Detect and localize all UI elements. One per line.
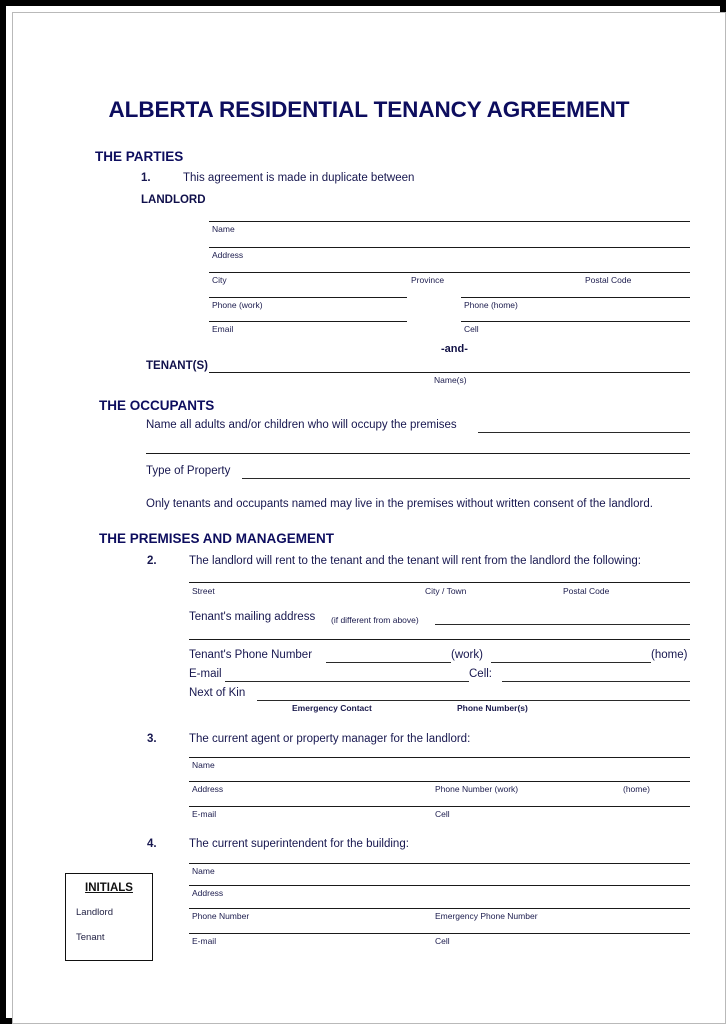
superintendent-cell-caption: Cell bbox=[435, 936, 450, 946]
initials-landlord-label[interactable]: Landlord bbox=[76, 907, 113, 918]
landlord-phone-home-rule[interactable] bbox=[461, 297, 690, 298]
item-number-1: 1. bbox=[141, 172, 151, 184]
landlord-phone-home-caption: Phone (home) bbox=[464, 300, 518, 310]
agent-name-caption: Name bbox=[192, 760, 215, 770]
agent-address-rule[interactable] bbox=[189, 781, 690, 782]
next-of-kin-rule[interactable] bbox=[257, 700, 690, 701]
item-number-4: 4. bbox=[147, 838, 157, 850]
section-heading-the-occupants: THE OCCUPANTS bbox=[99, 398, 215, 413]
occupants-names-label: Name all adults and/or children who will occupy the premises bbox=[146, 419, 457, 431]
agent-address-caption: Address bbox=[192, 784, 224, 794]
tenant-mailing-address-note: (if different from above) bbox=[331, 615, 419, 625]
tenant-phone-home-label: (home) bbox=[651, 649, 688, 661]
page-title: ALBERTA RESIDENTIAL TENANCY AGREEMENT bbox=[108, 97, 630, 122]
superintendent-address-rule[interactable] bbox=[189, 885, 690, 886]
landlord-phone-work-rule[interactable] bbox=[209, 297, 407, 298]
landlord-name-caption: Name bbox=[212, 224, 235, 234]
tenant-mailing-address-rule[interactable] bbox=[435, 624, 690, 625]
superintendent-name-caption: Name bbox=[192, 866, 215, 876]
agent-phone-home-caption: (home) bbox=[623, 784, 650, 794]
section-heading-the-parties: THE PARTIES bbox=[95, 149, 184, 164]
superintendent-emergency-phone-caption: Emergency Phone Number bbox=[435, 911, 538, 921]
tenant-names-rule[interactable] bbox=[209, 372, 690, 373]
phone-numbers-caption: Phone Number(s) bbox=[457, 703, 528, 713]
superintendent-address-caption: Address bbox=[192, 888, 224, 898]
landlord-address-rule[interactable] bbox=[209, 247, 690, 248]
occupants-names-rule-2[interactable] bbox=[146, 453, 690, 454]
property-type-rule[interactable] bbox=[242, 478, 690, 479]
landlord-cell-rule[interactable] bbox=[461, 321, 690, 322]
premises-postal-code-caption: Postal Code bbox=[563, 586, 610, 596]
superintendent-email-rule[interactable] bbox=[189, 933, 690, 934]
item-4-text: The current superintendent for the building: bbox=[189, 838, 409, 850]
tenant-mailing-address-label: Tenant's mailing address bbox=[189, 611, 316, 623]
emergency-contact-caption: Emergency Contact bbox=[292, 703, 372, 713]
superintendent-phone-rule[interactable] bbox=[189, 908, 690, 909]
item-number-3: 3. bbox=[147, 733, 157, 745]
occupants-names-rule-1[interactable] bbox=[478, 432, 690, 433]
tenant-cell-label: Cell: bbox=[469, 668, 493, 680]
tenant-phone-home-rule[interactable] bbox=[491, 662, 651, 663]
premises-street-rule[interactable] bbox=[189, 582, 690, 583]
superintendent-email-caption: E-mail bbox=[192, 936, 217, 946]
initials-tenant-label[interactable]: Tenant bbox=[76, 932, 105, 943]
tenant-phone-number-label: Tenant's Phone Number bbox=[189, 649, 313, 661]
document-page bbox=[12, 12, 726, 1024]
landlord-address-caption: Address bbox=[212, 250, 244, 260]
tenant-email-label: E-mail bbox=[189, 668, 222, 680]
item-number-2: 2. bbox=[147, 555, 157, 567]
agent-cell-caption: Cell bbox=[435, 809, 450, 819]
landlord-name-rule[interactable] bbox=[209, 221, 690, 222]
landlord-email-rule[interactable] bbox=[209, 321, 407, 322]
superintendent-phone-caption: Phone Number bbox=[192, 911, 250, 921]
landlord-city-caption: City bbox=[212, 275, 227, 285]
tenant-phone-work-label: (work) bbox=[451, 649, 483, 661]
agent-phone-work-caption: Phone Number (work) bbox=[435, 784, 519, 794]
tenant-phone-work-rule[interactable] bbox=[326, 662, 451, 663]
landlord-province-caption: Province bbox=[411, 275, 445, 285]
agent-email-rule[interactable] bbox=[189, 806, 690, 807]
agent-name-rule[interactable] bbox=[189, 757, 690, 758]
property-type-label: Type of Property bbox=[146, 465, 231, 477]
premises-street-caption: Street bbox=[192, 586, 215, 596]
superintendent-name-rule[interactable] bbox=[189, 863, 690, 864]
landlord-postal-code-caption: Postal Code bbox=[585, 275, 632, 285]
landlord-city-rule[interactable] bbox=[209, 272, 690, 273]
tenant-label: TENANT(S) bbox=[146, 360, 208, 372]
agent-email-caption: E-mail bbox=[192, 809, 217, 819]
landlord-phone-work-caption: Phone (work) bbox=[212, 300, 263, 310]
landlord-email-caption: Email bbox=[212, 324, 234, 334]
tenant-names-caption: Name(s) bbox=[434, 375, 467, 385]
tenant-cell-rule[interactable] bbox=[502, 681, 690, 682]
landlord-cell-caption: Cell bbox=[464, 324, 479, 334]
tenant-email-rule[interactable] bbox=[225, 681, 469, 682]
premises-divider-rule bbox=[189, 639, 690, 640]
and-marker: -and- bbox=[441, 343, 468, 355]
item-3-text: The current agent or property manager for the landlord: bbox=[189, 733, 471, 745]
item-2-text: The landlord will rent to the tenant and the tenant will rent from the landlord the following: bbox=[189, 555, 641, 567]
occupants-notice: Only tenants and occupants named may live in the premises without written consent of the landlord. bbox=[146, 498, 653, 510]
next-of-kin-label: Next of Kin bbox=[189, 687, 246, 699]
initials-box-title: INITIALS bbox=[85, 882, 133, 894]
premises-city-town-caption: City / Town bbox=[425, 586, 467, 596]
item-1-text: This agreement is made in duplicate between bbox=[183, 172, 415, 184]
section-heading-the-premises-and-management: THE PREMISES AND MANAGEMENT bbox=[99, 531, 335, 546]
initials-box bbox=[65, 873, 153, 961]
landlord-label: LANDLORD bbox=[141, 194, 206, 206]
